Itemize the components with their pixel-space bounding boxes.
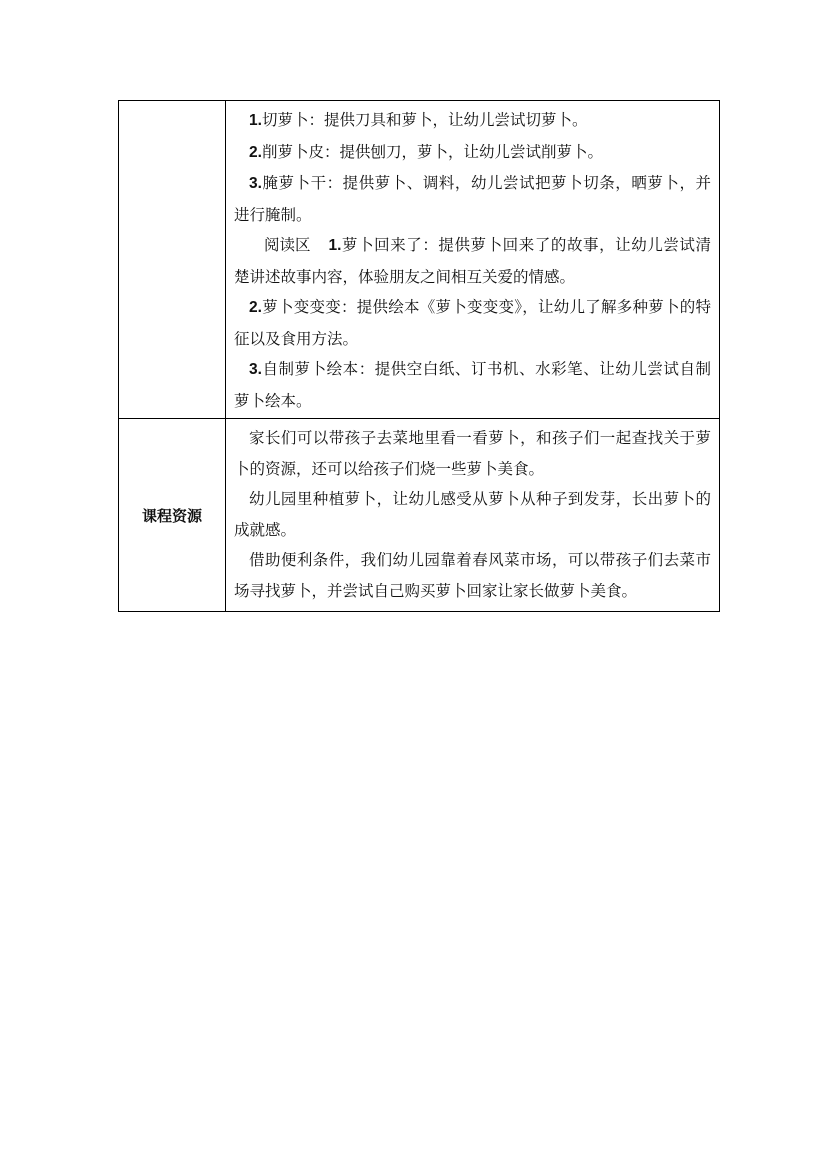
item-text: 削萝卜皮：提供刨刀，萝卜，让幼儿尝试削萝卜。 <box>261 142 603 161</box>
item-text: 萝卜变变变：提供绘本《萝卜变变变》，让幼儿了解多种萝卜的特征以及食用方法。 <box>234 298 711 348</box>
activities-row <box>119 101 720 419</box>
activities-label-cell <box>119 101 226 419</box>
activities-content-cell <box>226 101 720 419</box>
item-text: 切萝卜：提供刀具和萝卜，让幼儿尝试切萝卜。 <box>261 111 588 129</box>
item-number: 2. <box>249 143 262 161</box>
curriculum-table <box>118 100 720 612</box>
item-number: 3. <box>249 175 262 192</box>
activity-paragraph <box>234 137 711 169</box>
activity-paragraph <box>234 168 711 230</box>
item-number: 3. <box>249 361 262 378</box>
resources-row <box>119 419 720 612</box>
activity-paragraph <box>234 354 711 416</box>
item-number: 1. <box>328 237 342 254</box>
resources-content-cell <box>226 419 720 612</box>
item-number: 1. <box>249 112 262 129</box>
item-text: 自制萝卜绘本：提供空白纸、订书机、水彩笔、让幼儿尝试自制萝卜绘本。 <box>234 360 711 410</box>
reading-area-label: 阅读区 <box>264 236 311 254</box>
item-text: 萝卜回来了：提供萝卜回来了的故事，让幼儿尝试清楚讲述故事内容，体验朋友之间相互关爱的情感。 <box>234 236 711 286</box>
activity-paragraph <box>234 230 711 292</box>
resource-paragraph: 借助便利条件，我们幼儿园靠着春风菜市场，可以带孩子们去菜市场寻找萝卜，并尝试自己购买萝卜回家让家长做萝卜美食。 <box>234 551 711 600</box>
resource-paragraph: 家长们可以带孩子去菜地里看一看萝卜，和孩子们一起查找关于萝卜的资源，还可以给孩子们烧一些萝卜美食。 <box>234 429 711 478</box>
item-number: 2. <box>249 299 262 316</box>
activity-paragraph <box>234 292 711 354</box>
resources-label: 课程资源 <box>119 419 226 612</box>
activity-paragraph <box>234 105 711 137</box>
item-text: 腌萝卜干：提供萝卜、调料，幼儿尝试把萝卜切条，晒萝卜，并进行腌制。 <box>234 174 711 224</box>
resource-paragraph: 幼儿园里种植萝卜，让幼儿感受从萝卜从种子到发芽，长出萝卜的成就感。 <box>234 490 711 539</box>
